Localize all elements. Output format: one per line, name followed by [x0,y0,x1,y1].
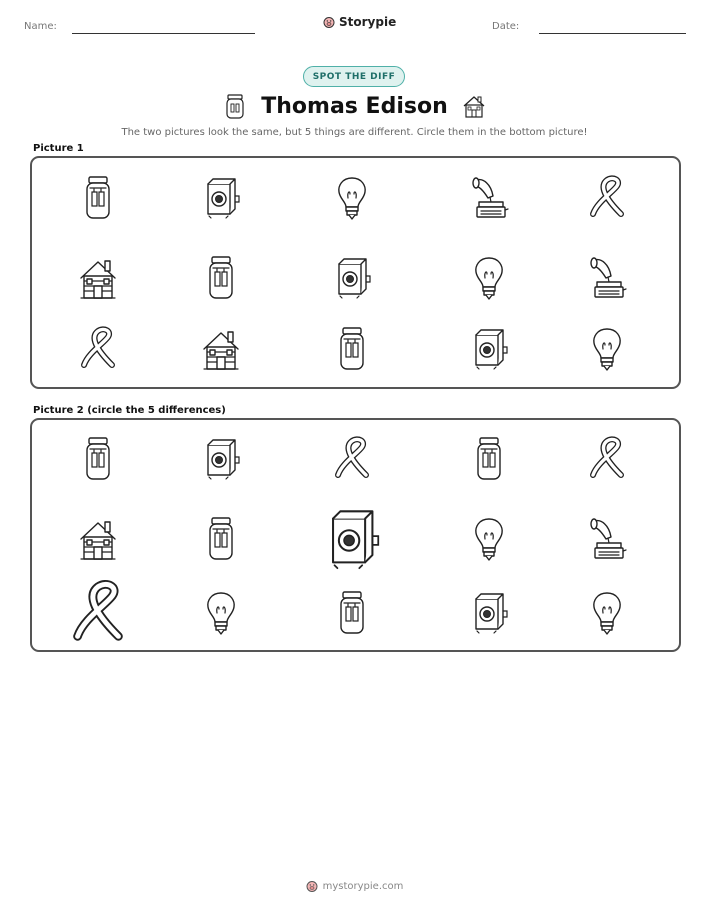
picture1-lasso-icon [587,174,627,222]
bulb-icon [201,589,241,637]
lasso-icon [587,435,627,483]
phonograph-icon [469,174,509,222]
safe-icon [469,589,509,637]
picture1-lasso-icon [78,325,118,373]
safe-icon [201,174,241,222]
picture1-bulb-icon [587,325,627,373]
footer [0,880,709,892]
jar-icon [469,435,509,483]
lasso-icon [587,174,627,222]
bulb-icon [469,515,509,563]
name-line[interactable] [72,33,255,34]
picture1-label: Picture 1 [33,143,84,154]
instructions: The two pictures look the same, but 5 things are different. Circle them in the bottom picture! [121,127,588,138]
safe-icon [320,504,384,574]
picture2-safe-icon[interactable] [469,589,509,637]
picture1-safe-icon [469,325,509,373]
title-text: Thomas Edison [261,93,448,119]
picture1-jar-icon [78,174,118,222]
date-line[interactable] [539,33,686,34]
house-icon [462,92,486,120]
picture1-panel [30,156,681,389]
picture1-bulb-icon [332,174,372,222]
picture1-jar-icon [332,325,372,373]
picture2-panel[interactable] [30,418,681,652]
phonograph-icon [587,515,627,563]
safe-icon [332,254,372,302]
pig-icon [306,880,318,892]
footer-site: mystorypie.com [322,880,404,892]
picture1-bulb-icon [469,254,509,302]
picture2-jar-icon[interactable] [78,435,118,483]
picture2-bulb-icon[interactable] [201,589,241,637]
bulb-icon [469,254,509,302]
phonograph-icon [587,254,627,302]
spot-the-diff-badge: SPOT THE DIFF [303,66,405,87]
jar-icon [223,92,247,120]
name-label: Name: [24,21,57,32]
brand-name: Storypie [339,15,397,29]
picture2-jar-icon[interactable] [201,515,241,563]
picture2-lasso-icon[interactable] [66,578,130,648]
bulb-icon [587,325,627,373]
house-icon [78,515,118,563]
jar-icon [201,254,241,302]
picture1-house-icon [78,254,118,302]
jar-icon [332,589,372,637]
picture2-label[interactable]: Picture 2 (circle the 5 differences) [33,405,226,416]
date-label: Date: [492,21,520,32]
lasso-icon [78,325,118,373]
house-icon [201,325,241,373]
safe-icon [469,325,509,373]
picture2-lasso-icon[interactable] [332,435,372,483]
picture1-house-icon [201,325,241,373]
bulb-icon [332,174,372,222]
picture1-safe-icon [201,174,241,222]
lasso-icon [66,578,130,648]
picture2-jar-icon[interactable] [469,435,509,483]
picture2-jar-icon[interactable] [332,589,372,637]
picture2-safe-icon[interactable] [201,435,241,483]
lasso-icon [332,435,372,483]
jar-icon [78,435,118,483]
picture1-safe-icon [332,254,372,302]
pig-icon [323,16,335,28]
picture2-safe-icon[interactable] [320,504,384,574]
brand-logo [323,15,396,29]
house-icon [78,254,118,302]
jar-icon [201,515,241,563]
picture1-phonograph-icon [469,174,509,222]
picture1-jar-icon [201,254,241,302]
picture1-phonograph-icon [587,254,627,302]
picture2-phonograph-icon[interactable] [587,515,627,563]
picture2-house-icon[interactable] [78,515,118,563]
picture2-bulb-icon[interactable] [469,515,509,563]
jar-icon [332,325,372,373]
safe-icon [201,435,241,483]
page-title [0,92,709,126]
picture2-lasso-icon[interactable] [587,435,627,483]
bulb-icon [587,589,627,637]
picture2-bulb-icon[interactable] [587,589,627,637]
jar-icon [78,174,118,222]
